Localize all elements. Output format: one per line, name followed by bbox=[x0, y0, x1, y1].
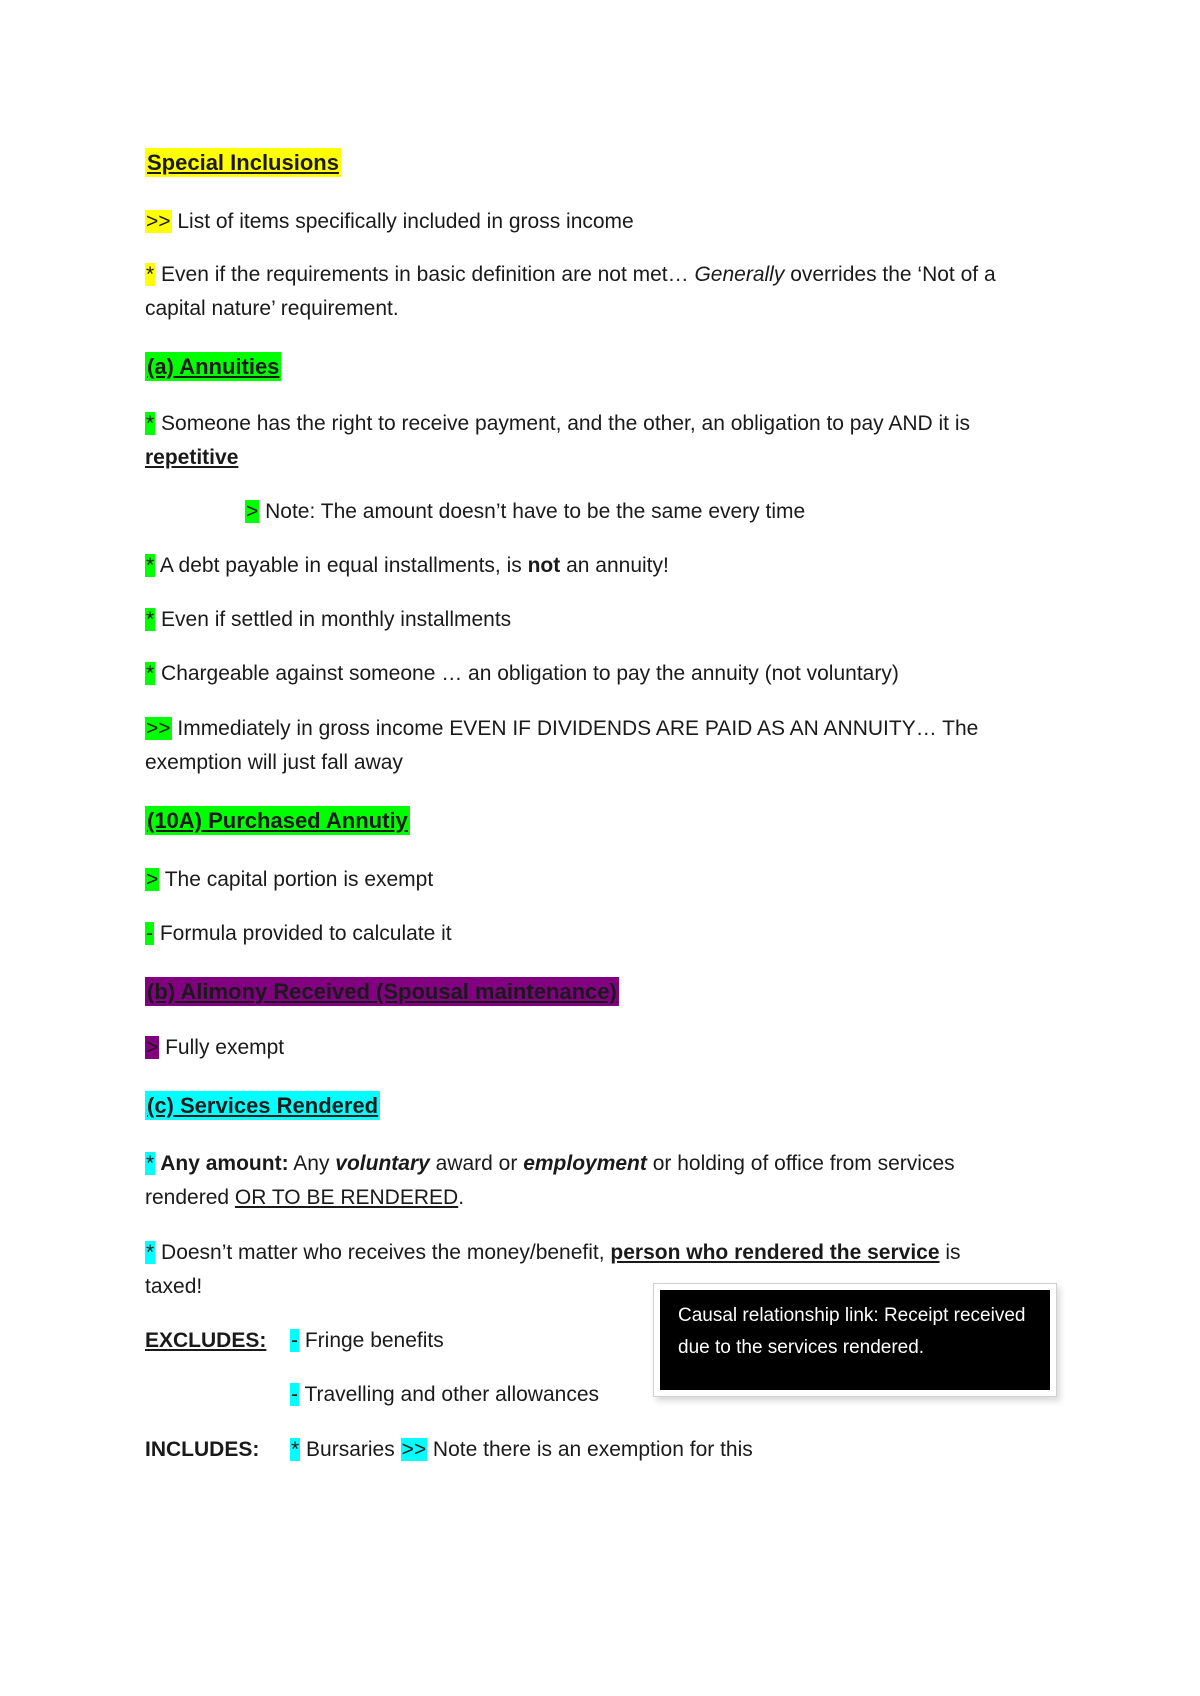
excludes-label-text: EXCLUDES: bbox=[145, 1329, 267, 1352]
purchased-bullet-2 bbox=[145, 922, 452, 946]
annuities-repetitive: repetitive bbox=[145, 446, 239, 469]
bullet-marker: * bbox=[146, 554, 155, 577]
annuities-b4-text: Chargeable against someone … an obligation to pay the annuity (not voluntary) bbox=[155, 662, 899, 685]
annuities-note-text: Note: The amount doesn’t have to be the same every time bbox=[259, 500, 806, 523]
annuities-b5-cont: exemption will just fall away bbox=[145, 751, 403, 774]
heading-purchased-annuity bbox=[145, 806, 410, 836]
intro-generally: Generally bbox=[694, 263, 785, 286]
annuities-b3-text: Even if settled in monthly installments bbox=[155, 608, 512, 631]
annuities-b2-not: not bbox=[527, 554, 561, 577]
services-bullet-2-cont bbox=[145, 1275, 202, 1299]
bullet-marker: * bbox=[291, 1438, 300, 1461]
heading-text: (a) Annuities bbox=[147, 354, 280, 379]
services-voluntary: voluntary bbox=[335, 1152, 430, 1175]
excludes-label bbox=[145, 1329, 266, 1353]
services-b2-cont: taxed! bbox=[145, 1275, 203, 1298]
annuities-bullet-1 bbox=[145, 412, 970, 436]
heading-text: (c) Services Rendered bbox=[147, 1093, 379, 1118]
includes-item-1-note: Note there is an exemption for this bbox=[427, 1438, 753, 1461]
includes-item-1-text: Bursaries bbox=[300, 1438, 401, 1461]
includes-label bbox=[145, 1438, 259, 1462]
heading-text: Special Inclusions bbox=[147, 150, 339, 175]
bullet-marker: >> bbox=[146, 717, 171, 740]
annuities-bullet-5-cont bbox=[145, 751, 403, 775]
intro-overrides-text: overrides the ‘Not of a bbox=[784, 263, 996, 286]
bullet-marker: - bbox=[146, 922, 153, 945]
annuities-b1-text: Someone has the right to receive payment, and the other, an obligation to pay AND it is bbox=[155, 412, 971, 435]
intro-even-text: Even if the requirements in basic definition are not met… bbox=[155, 263, 695, 286]
excludes-item-1-text: Fringe benefits bbox=[299, 1329, 444, 1352]
services-b1-t1: Any bbox=[288, 1152, 336, 1175]
services-b1-cont-a: rendered bbox=[145, 1186, 235, 1209]
services-bullet-1 bbox=[145, 1152, 955, 1176]
intro-list-text: List of items specifically included in gross income bbox=[171, 210, 634, 233]
heading-text: (b) Alimony Received (Spousal maintenance) bbox=[147, 979, 617, 1004]
services-or-to-be-rendered: OR TO BE RENDERED bbox=[234, 1186, 459, 1209]
intro-line-1 bbox=[145, 210, 634, 234]
bullet-marker: - bbox=[291, 1329, 298, 1352]
annuities-b5-text: Immediately in gross income EVEN IF DIVIDENDS ARE PAID AS AN ANNUITY… The bbox=[171, 717, 979, 740]
bullet-marker: * bbox=[146, 608, 155, 631]
bullet-marker: * bbox=[146, 263, 155, 286]
purchased-b1-text: The capital portion is exempt bbox=[159, 868, 434, 891]
services-employment: employment bbox=[523, 1152, 647, 1175]
services-any-amount: Any amount: bbox=[155, 1152, 289, 1175]
annuities-b2-text-b: an annuity! bbox=[560, 554, 669, 577]
heading-services-rendered bbox=[145, 1091, 380, 1121]
bullet-marker: * bbox=[146, 1241, 155, 1264]
services-bullet-2 bbox=[145, 1241, 961, 1265]
textbox-text: Causal relationship link: Receipt received due to the services rendered. bbox=[678, 1305, 1026, 1358]
annuities-note bbox=[245, 500, 805, 524]
heading-alimony bbox=[145, 977, 619, 1007]
alimony-bullet-1 bbox=[145, 1036, 284, 1060]
bullet-marker: - bbox=[291, 1383, 298, 1406]
services-b2-text: Doesn’t matter who receives the money/benefit, bbox=[155, 1241, 611, 1264]
purchased-b2-text: Formula provided to calculate it bbox=[154, 922, 452, 945]
services-b1-t3: or holding of office from services bbox=[646, 1152, 955, 1175]
bullet-marker: * bbox=[146, 1152, 155, 1175]
intro-line-2 bbox=[145, 263, 996, 287]
causal-relationship-textbox bbox=[660, 1290, 1050, 1390]
bullet-marker: * bbox=[146, 412, 155, 435]
heading-special-inclusions bbox=[145, 148, 341, 178]
services-b2-is: is bbox=[939, 1241, 961, 1264]
intro-line-3 bbox=[145, 297, 399, 321]
bullet-marker: > bbox=[146, 1036, 159, 1059]
bullet-marker: > bbox=[146, 868, 159, 891]
bullet-marker: >> bbox=[146, 210, 171, 233]
heading-text: (10A) Purchased Annutiy bbox=[147, 808, 408, 833]
includes-item-1 bbox=[290, 1438, 753, 1462]
annuities-bullet-5 bbox=[145, 717, 978, 741]
services-b1-t2: award or bbox=[429, 1152, 524, 1175]
includes-label-text: INCLUDES: bbox=[145, 1438, 260, 1461]
purchased-bullet-1 bbox=[145, 868, 433, 892]
annuities-bullet-3 bbox=[145, 608, 511, 632]
services-b1-cont-b: . bbox=[458, 1186, 465, 1209]
excludes-item-2 bbox=[290, 1383, 599, 1407]
services-bullet-1-cont bbox=[145, 1186, 464, 1210]
bullet-marker: >> bbox=[401, 1438, 427, 1461]
excludes-item-2-text: Travelling and other allowances bbox=[299, 1383, 600, 1406]
annuities-bullet-4 bbox=[145, 662, 899, 686]
alimony-b1-text: Fully exempt bbox=[159, 1036, 285, 1059]
annuities-bullet-2 bbox=[145, 554, 669, 578]
annuities-bullet-1-cont bbox=[145, 446, 238, 470]
bullet-marker: * bbox=[146, 662, 155, 685]
annuities-b2-text-a: A debt payable in equal installments, is bbox=[155, 554, 528, 577]
heading-annuities bbox=[145, 352, 281, 382]
intro-capital-line: capital nature’ requirement. bbox=[145, 297, 399, 320]
excludes-item-1 bbox=[290, 1329, 444, 1353]
services-person-rendered: person who rendered the service bbox=[610, 1241, 940, 1264]
bullet-marker: > bbox=[246, 500, 259, 523]
